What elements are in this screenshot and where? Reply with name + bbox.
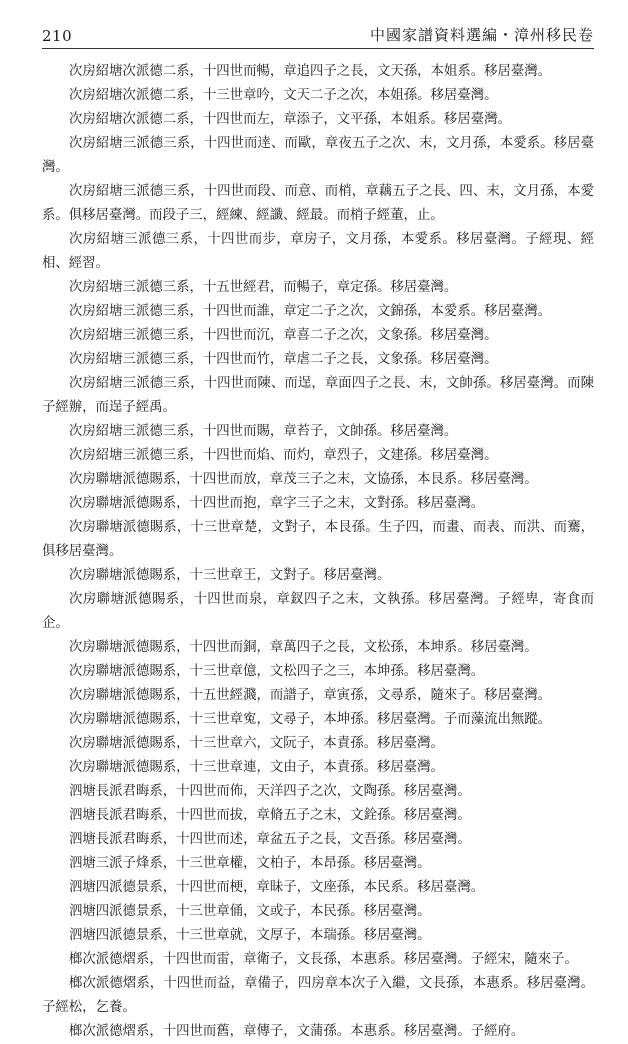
genealogy-entry: 次房紹塘次派德二系，十三世章吟，文天二子之次，本姐孫。移居臺灣。 [69, 88, 498, 103]
running-title: 中國家譜資料選編・漳州移民卷 [369, 26, 594, 44]
genealogy-entry: 次房聯塘派德賜系，十四世而泉，章釵四子之末，文執孫。移居臺灣。子經卑，寄食而企。 [42, 592, 594, 631]
genealogy-entry: 泗塘四派德景系，十四世而梗，章昧子，文座孫，本民系。移居臺灣。 [69, 880, 485, 895]
genealogy-entry: 次房紹塘三派德三系，十四世而誰，章定二子之次，文錦孫，本愛系。移居臺灣。 [69, 304, 552, 319]
genealogy-entry: 次房聯塘派德賜系，十五世經濺，而譜子，章寅孫，文尋系，隨來子。移居臺灣。 [69, 688, 552, 703]
genealogy-entry: 泗塘長派君晦系，十四世而述，章盆五子之長，文吾孫。移居臺灣。 [69, 832, 471, 847]
genealogy-entry: 榔次派德熠系，十四世而舊，章傳子，文蒲孫。本惠系。移居臺灣。子經府。 [69, 1024, 525, 1039]
genealogy-entry: 次房聯塘派德賜系，十三世章楚，文對子，本艮孫。生子四，而畫、而表、而洪、而騫，俱移居臺灣。 [42, 520, 594, 559]
page-header [42, 22, 594, 49]
genealogy-entry: 泗塘四派德景系，十三世章俑，文或子，本民孫。移居臺灣。 [69, 904, 431, 919]
genealogy-entry: 次房聯塘派德賜系，十四世而放，章茂三子之末，文協孫，本艮系。移居臺灣。 [69, 472, 538, 487]
genealogy-entry: 泗塘長派君晦系，十四世而拔，章脩五子之末，文銓孫。移居臺灣。 [69, 808, 471, 823]
genealogy-entries [42, 60, 594, 1044]
genealogy-entry: 泗塘三派子烽系，十三世章權，文柏子，本昂孫。移居臺灣。 [69, 856, 431, 871]
genealogy-entry: 次房紹塘次派德二系，十四世而左，章添子，文平孫，本姐系。移居臺灣。 [69, 112, 511, 127]
genealogy-entry: 次房聯塘派德賜系，十三世章億，文松四子之三，本坤孫。移居臺灣。 [69, 664, 485, 679]
genealogy-entry: 次房聯塘派德賜系，十四世而抱，章字三子之末，文對孫。移居臺灣。 [69, 496, 485, 511]
genealogy-entry: 次房紹塘三派德三系，十四世而步，章房子，文月孫，本愛系。移居臺灣。子經現、經相、經習。 [42, 232, 594, 271]
genealogy-entry: 次房紹塘三派德三系，十四世而焰、而灼，章烈子，文建孫。移居臺灣。 [69, 448, 498, 463]
genealogy-entry: 榔次派德熠系，十四世而雷，章衛子，文長孫，本惠系。移居臺灣。子經宋，隨來子。 [69, 952, 578, 967]
genealogy-entry: 次房紹塘三派德三系，十四世而賜，章苔子，文帥孫。移居臺灣。 [69, 424, 458, 439]
genealogy-entry: 次房聯塘派德賜系，十四世而銅，章萬四子之長，文松孫，本坤系。移居臺灣。 [69, 640, 538, 655]
genealogy-entry: 榔次派德熠系，十四世而益，章備子，四房章本次子入繼，文長孫，本惠系。移居臺灣。子經松，乞養。 [42, 976, 594, 1015]
genealogy-entry: 次房聯塘派德賜系，十三世章六，文阮子，本責孫。移居臺灣。 [69, 736, 444, 751]
genealogy-entry: 次房聯塘派德賜系，十三世章連，文由子，本責孫。移居臺灣。 [69, 760, 444, 775]
genealogy-entry: 次房紹塘次派德二系，十四世而暢，章追四子之長，文天孫，本姐系。移居臺灣。 [69, 64, 552, 79]
page-number: 210 [42, 27, 73, 45]
genealogy-entry: 次房紹塘三派德三系，十四世而陳、而逞，章面四子之長、末，文帥孫。移居臺灣。而陳子經辦，而逞子經禹。 [42, 376, 594, 415]
genealogy-entry: 次房紹塘三派德三系，十四世而逹、而歐，章夜五子之次、末，文月孫，本愛系。移居臺灣。 [42, 136, 594, 175]
genealogy-entry: 次房聯塘派德賜系，十三世章寃，文尋子，本坤孫。移居臺灣。子而藻流出無蹤。 [69, 712, 552, 727]
genealogy-entry: 泗塘四派德景系，十三世章就，文厚子，本瑞孫。移居臺灣。 [69, 928, 431, 943]
genealogy-entry: 次房紹塘三派德三系，十四世而沉，章喜二子之次，文象孫。移居臺灣。 [69, 328, 498, 343]
genealogy-entry: 次房紹塘三派德三系，十五世經君，而暢子，章定孫。移居臺灣。 [69, 280, 458, 295]
genealogy-entry: 次房聯塘派德賜系，十三世章王，文對子。移居臺灣。 [69, 568, 391, 583]
genealogy-entry: 次房紹塘三派德三系，十四世而竹，章虐二子之長，文象孫。移居臺灣。 [69, 352, 498, 367]
genealogy-entry: 次房紹塘三派德三系，十四世而段、而意、而梢，章藕五子之長、四、末，文月孫，本愛系。俱移居臺灣。而段子三，經練、經讖、經最。而梢子經董，止。 [42, 184, 594, 223]
genealogy-entry: 泗塘長派君晦系，十四世而佈，天洋四子之次，文陶孫。移居臺灣。 [69, 784, 471, 799]
